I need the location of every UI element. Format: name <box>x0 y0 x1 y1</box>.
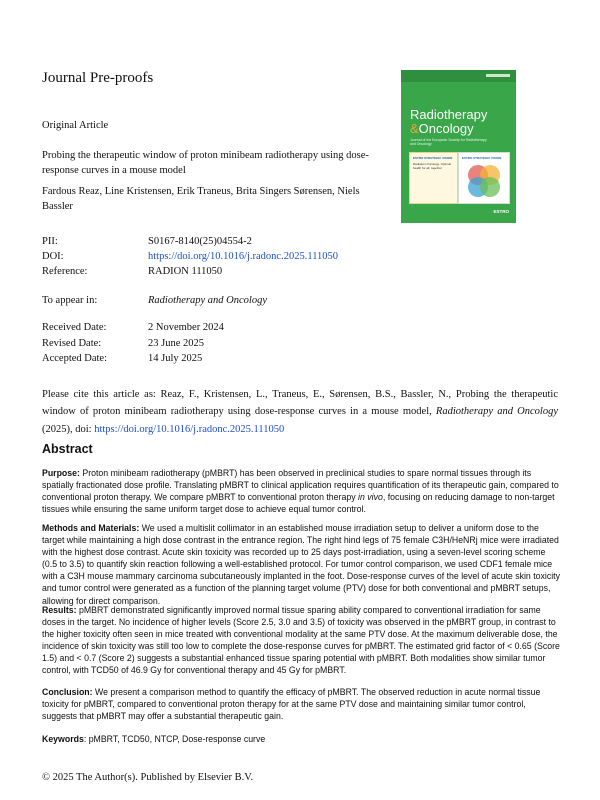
purpose-label: Purpose: <box>42 468 80 478</box>
abstract-keywords <box>42 733 560 745</box>
cover-title-oncology <box>410 122 474 136</box>
reference-value: RADION 111050 <box>148 266 223 277</box>
cover-estro-logo: ESTRO <box>493 209 509 214</box>
conclusion-text: We present a comparison method to quantify the efficacy of pMBRT. The observed reduction in acute normal tissue toxicity for pMBRT, compared to conventional proton therapy for at the same PTV dose and maintaining similar tumor control, suggests that pMBRT may offer a substantial therapeutic gain. <box>42 687 541 722</box>
purpose-text: Proton minibeam radiotherapy (pMBRT) has been observed in preclinical studies to spare normal tissues through its spatially fractionated dose profile. Translating pMBRT to clinical application requires quantification of its therapeutic gain, compared to conventional proton therapy. We compare pMBRT to conventional proton therapy <box>42 468 559 503</box>
revised-date: 23 June 2025 <box>148 338 204 349</box>
citation-paragraph <box>42 386 558 438</box>
accepted-date: 14 July 2025 <box>148 353 203 364</box>
article-title: Probing the therapeutic window of proton minibeam radiotherapy using dose-response curves in a mouse model <box>42 150 369 176</box>
journal-cover-image <box>401 70 516 223</box>
accepted-label: Accepted Date: <box>42 353 108 364</box>
cover-panel-right <box>458 152 510 204</box>
citation-doi-link[interactable]: https://doi.org/10.1016/j.radonc.2025.111050 <box>94 423 285 435</box>
cover-panel-left-header: ESTRO STRATEGIC VISION <box>413 156 453 160</box>
appear-in-journal: Radiotherapy and Oncology <box>148 295 267 306</box>
keywords-text: : pMBRT, TCD50, NTCP, Dose-response curve <box>83 734 266 744</box>
abstract-conclusion <box>42 686 560 722</box>
article-type: Original Article <box>42 120 109 131</box>
citation-text: Please cite this article as: Reaz, F., Kristensen, L., Traneus, E., Sørensen, B.S., Bassler, N., Probing the therapeutic window of proton minibeam radiotherapy using dose-response curves in a mouse model, <box>42 389 558 418</box>
journal-pre-proofs-label: Journal Pre-proofs <box>42 70 154 86</box>
pii-value: S0167-8140(25)04554-2 <box>148 236 252 247</box>
doi-label: DOI: <box>42 251 64 262</box>
purpose-italic: in vivo <box>358 492 383 503</box>
cover-venn-diagram-icon <box>463 162 505 200</box>
appear-in-label: To appear in: <box>42 295 98 306</box>
cover-oncology-word: Oncology <box>418 121 474 136</box>
copyright-notice: © 2025 The Author(s). Published by Elsevier B.V. <box>42 772 254 783</box>
abstract-methods <box>42 522 560 607</box>
cover-ampersand: & <box>410 121 419 136</box>
doi-link[interactable]: https://doi.org/10.1016/j.radonc.2025.111050 <box>148 251 339 262</box>
cover-panel-left-text: Radiation Oncology. Optimal health for all, together <box>413 162 451 170</box>
abstract-heading: Abstract <box>42 442 93 456</box>
revised-label: Revised Date: <box>42 338 102 349</box>
pii-label: PII: <box>42 236 58 247</box>
abstract-purpose <box>42 467 560 515</box>
results-text: pMBRT demonstrated significantly improved normal tissue sparing ability compared to conventional irradiation for same doses in the target. No incidence of higher levels (Score 2.5, 3.0 and 3.5) of toxicity was observed in the pMBRT group, in contrast to the higher toxicity often seen in mice treated with conventional modality at the same PTV dose. At the maximum deliverable dose, the incidence of skin toxicity was still too low to complete the dose-response curves for pMBRT. The estimated grid factor of < 0.65 (Score 1.5) and < 0.7 (Score 2) suggests a substantial enhanced tissue sparing potential with pMBRT. Both modalities show similar tumor control, with TCD50 of 46.9 Gy for conventional therapy and 45 Gy for pMBRT. <box>42 605 560 676</box>
abstract-results <box>42 604 560 677</box>
cover-title-radiotherapy: Radiotherapy <box>410 107 488 122</box>
citation-year: (2025), doi: <box>42 423 92 435</box>
received-date: 2 November 2024 <box>148 322 224 333</box>
purpose-text-end: , focusing on reducing damage to non-target tissues while ensuring the same uniform target dose to achieve equal tumor control. <box>42 492 555 515</box>
keywords-label: Keywords <box>42 734 84 744</box>
author-list: Fardous Reaz, Line Kristensen, Erik Traneus, Brita Singers Sørensen, Niels Bassler <box>42 186 360 212</box>
reference-label: Reference: <box>42 266 88 277</box>
cover-panel-left <box>409 152 458 204</box>
cover-subtitle: Journal of the European Society for Radiotherapy and Oncology <box>410 138 487 146</box>
citation-journal: Radiotherapy and Oncology <box>435 406 559 418</box>
results-label: Results: <box>42 605 77 615</box>
methods-text: We used a multislit collimator in an established mouse irradiation setup to deliver a uniform dose to the target while maintaining a high dose contrast in the entrance region. The right hind legs of 75 female C3H/HeNRj mice were irradiated with the highest dose contrast. Acute skin toxicity was recorded up to 25 days post-irradiation, using a seven-level scoring scheme (0.5 to 3.5) to quantify skin reaction following a well-established protocol. For tumor control comparison, we used CDF1 female mice with a C3H mouse mammary carcinoma subcutaneously implanted in the foot. Dose-response curves of the level of acute skin toxicity and tumor control were generated as a function of the planning target volume (PTV) dose for both conventional and pMBRT setups, allowing for direct comparison. <box>42 523 560 606</box>
cover-panel-right-header: ESTRO STRATEGIC VISION <box>462 156 502 160</box>
received-label: Received Date: <box>42 322 107 333</box>
conclusion-label: Conclusion: <box>42 687 93 697</box>
cover-top-bar <box>401 70 516 82</box>
methods-label: Methods and Materials: <box>42 523 140 533</box>
